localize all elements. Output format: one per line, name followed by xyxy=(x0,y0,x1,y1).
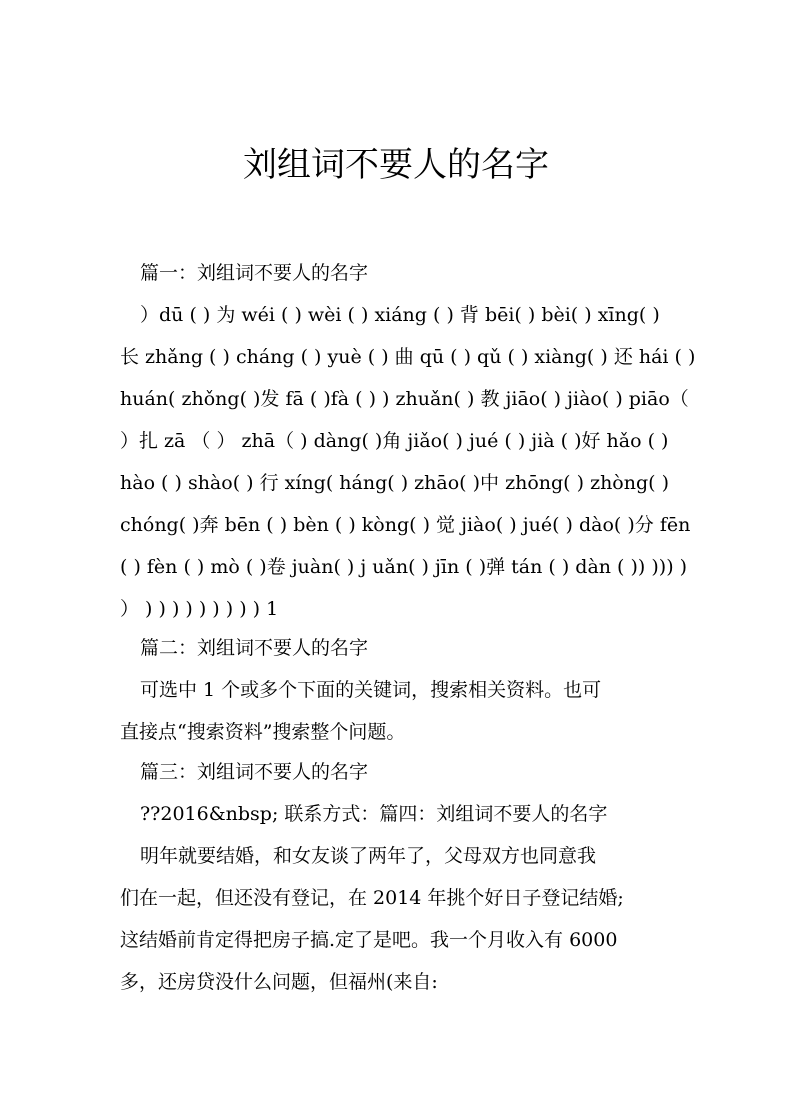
body-line: 直接点“搜索资料”搜索整个问题。 xyxy=(120,721,406,743)
body-line: ）扎 zā （ ） zhā（ ) dàng( )角 jiǎo( ) jué ( ) jià ( )好 hǎo ( ) xyxy=(120,430,669,452)
body-line: ??2016&nbsp; 联系方式：篇四：刘组词不要人的名字 xyxy=(140,803,608,825)
body-line: 多，还房贷没什么问题，但福州(来自: xyxy=(120,971,438,993)
body-line: 长 zhǎng ( ) cháng ( ) yuè ( ) 曲 qū ( ) qǔ ( ) xiàng( ) 还 hái ( ) xyxy=(120,346,696,368)
body-line: 们在一起，但还没有登记，在 2014 年挑个好日子登记结婚; xyxy=(120,887,624,909)
body-line: ） ) ) ) ) ) ) ) ) ) 1 xyxy=(120,598,279,620)
body-line: huán( zhǒng( )发 fā ( )fà ( ) ) zhuǎn( ) 教 jiāo( ) jiào( ) piāo（ xyxy=(120,388,689,410)
body-line: 可选中 1 个或多个下面的关键词，搜索相关资料。也可 xyxy=(140,679,602,701)
section-heading-2: 篇二：刘组词不要人的名字 xyxy=(140,637,369,659)
section-heading-3: 篇三：刘组词不要人的名字 xyxy=(140,761,369,783)
body-line: ）dū ( ) 为 wéi ( ) wèi ( ) xiáng ( ) 背 bēi( ) bèi( ) xīng( ) xyxy=(140,304,660,326)
body-line: 明年就要结婚，和女友谈了两年了，父母双方也同意我 xyxy=(140,845,597,867)
body-line: ( ) fèn ( ) mò ( )卷 juàn( ) j uǎn( ) jīn ( )弹 tán ( ) dàn ( )) ))) ) xyxy=(120,556,688,578)
body-line: chóng( )奔 bēn ( ) bèn ( ) kòng( ) 觉 jiào( ) jué( ) dào( )分 fēn xyxy=(120,514,691,536)
document-title: 刘组词不要人的名字 xyxy=(243,145,549,185)
section-heading-1: 篇一：刘组词不要人的名字 xyxy=(140,262,369,284)
body-line: 这结婚前肯定得把房子搞.定了是吧。我一个月收入有 6000 xyxy=(120,929,618,951)
body-line: hào ( ) shào( ) 行 xíng( háng( ) zhāo( )中 zhōng( ) zhòng( ) xyxy=(120,472,670,494)
